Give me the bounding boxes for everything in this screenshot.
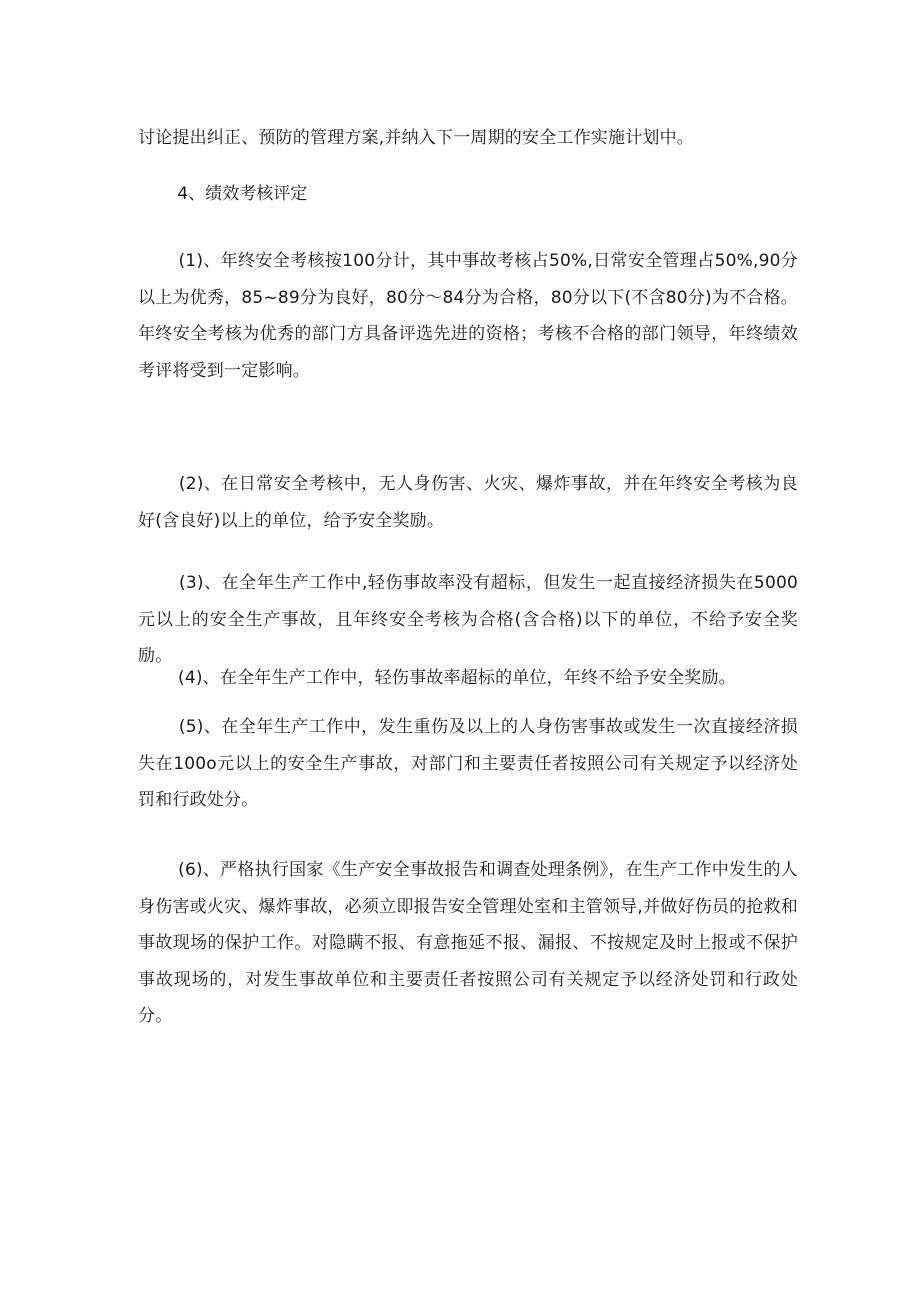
paragraph-6: (6)、严格执行国家《生产安全事故报告和调查处理条例》，在生产工作中发生的人身伤害或火灾、爆炸事故，必须立即报告安全管理处室和主管领导,并做好伤员的抢救和事故现场的保护工作。对隐瞒不报、有意拖延不报、漏报、不按规定及时上报或不保护事故现场的，对发生事故单位和主要责任者按照公司有关规定予以经济处罚和行政处分。: [138, 860, 798, 1026]
section-heading: 4、绩效考核评定: [138, 184, 308, 204]
intro-paragraph: 讨论提出纠正、预防的管理方案,并纳入下一周期的安全工作实施计划中。: [138, 128, 695, 148]
paragraph-1: (1)、年终安全考核按100分计，其中事故考核占50%,日常安全管理占50%,90分以上为优秀，85~89分为良好，80分〜84分为合格，80分以下(不含80分)为不合格。年终安全考核为优秀的部门方具备评选先进的资格；考核不合格的部门领导，年终绩效考评将受到一定影响。: [138, 251, 798, 381]
paragraph-3: (3)、在全年生产工作中,轻伤事故率没有超标，但发生一起直接经济损失在5000元以上的安全生产事故，且年终安全考核为合格(含合格)以下的单位，不给予安全奖励。: [138, 573, 798, 666]
paragraph-5: (5)、在全年生产工作中，发生重伤及以上的人身伤害事故或发生一次直接经济损失在100o元以上的安全生产事故，对部门和主要责任者按照公司有关规定予以经济处罚和行政处分。: [138, 717, 798, 810]
paragraph-4: (4)、在全年生产工作中，轻伤事故率超标的单位，年终不给予安全奖励。: [138, 668, 736, 688]
paragraph-2: (2)、在日常安全考核中，无人身伤害、火灾、爆炸事故，并在年终安全考核为良好(含良好)以上的单位，给予安全奖励。: [138, 474, 798, 531]
